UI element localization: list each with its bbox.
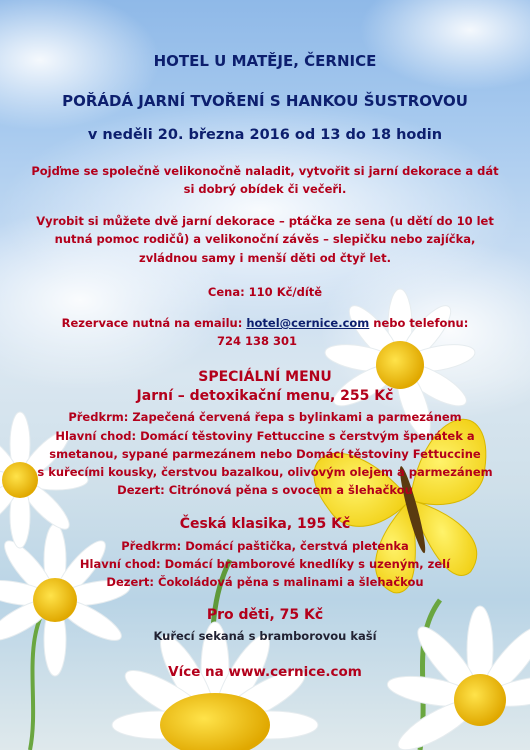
menu-item: Hlavní chod: Domácí bramborové knedlíky s uzeným, zelí: [79, 557, 451, 571]
menu-czech-heading: Česká klasika, 195 Kč: [179, 516, 351, 532]
menu-kids-heading: Pro děti, 75 Kč: [206, 607, 324, 623]
event-date: v neděli 20. března 2016 od 13 do 18 hodin: [87, 127, 443, 143]
intro-line: si dobrý obídek či večeři.: [183, 182, 347, 196]
menu-item: s kuřecími kousky, čerstvou bazalkou, olivovým olejem a parmezánem: [37, 465, 493, 479]
menu-item: Předkrm: Zapečená červená řepa s bylinkami a parmezánem: [68, 410, 462, 424]
email-link[interactable]: hotel@cernice.com: [246, 316, 370, 330]
menu-item: Předkrm: Domácí paštička, čerstvá pletenka: [121, 539, 409, 553]
cloud: [360, 0, 530, 90]
intro-line: Vyrobit si můžete dvě jarní dekorace – ptáčka ze sena (u dětí do 10 let: [36, 214, 494, 228]
reservation-mid: nebo telefonu:: [369, 316, 469, 330]
intro-line: nutná pomoc rodičů) a velikonoční závěs – slepičku nebo zajíčka,: [54, 232, 476, 246]
phone-number: 724 138 301: [216, 334, 298, 348]
menu-item: Dezert: Citrónová pěna s ovocem a šlehačkou: [117, 483, 413, 497]
event-title: POŘÁDÁ JARNÍ TVOŘENÍ S HANKOU ŠUSTROVOU: [62, 92, 468, 110]
menu-title: SPECIÁLNÍ MENU: [198, 369, 332, 385]
intro-line: zvládnou samy i menší děti od čtyř let.: [139, 251, 391, 265]
price: Cena: 110 Kč/dítě: [207, 285, 323, 299]
reservation-line: [0, 314, 530, 332]
reservation-prefix: Rezervace nutná na emailu:: [61, 316, 247, 330]
menu-item: Kuřecí sekaná s bramborovou kaší: [153, 629, 377, 643]
menu-item: Hlavní chod: Domácí těstoviny Fettuccine s čerstvým špenátek a: [55, 429, 475, 443]
website-link[interactable]: Více na www.cernice.com: [168, 664, 362, 680]
menu-item: smetanou, sypané parmezánem nebo Domácí těstoviny Fettuccine: [49, 447, 481, 461]
intro-line: Pojďme se společně velikonočně naladit, vytvořit si jarní dekorace a dát: [31, 164, 499, 178]
menu-spring-heading: Jarní – detoxikační menu, 255 Kč: [136, 388, 394, 404]
hotel-name: HOTEL U MATĚJE, ČERNICE: [153, 52, 377, 70]
menu-item: Dezert: Čokoládová pěna s malinami a šlehačkou: [106, 575, 424, 589]
